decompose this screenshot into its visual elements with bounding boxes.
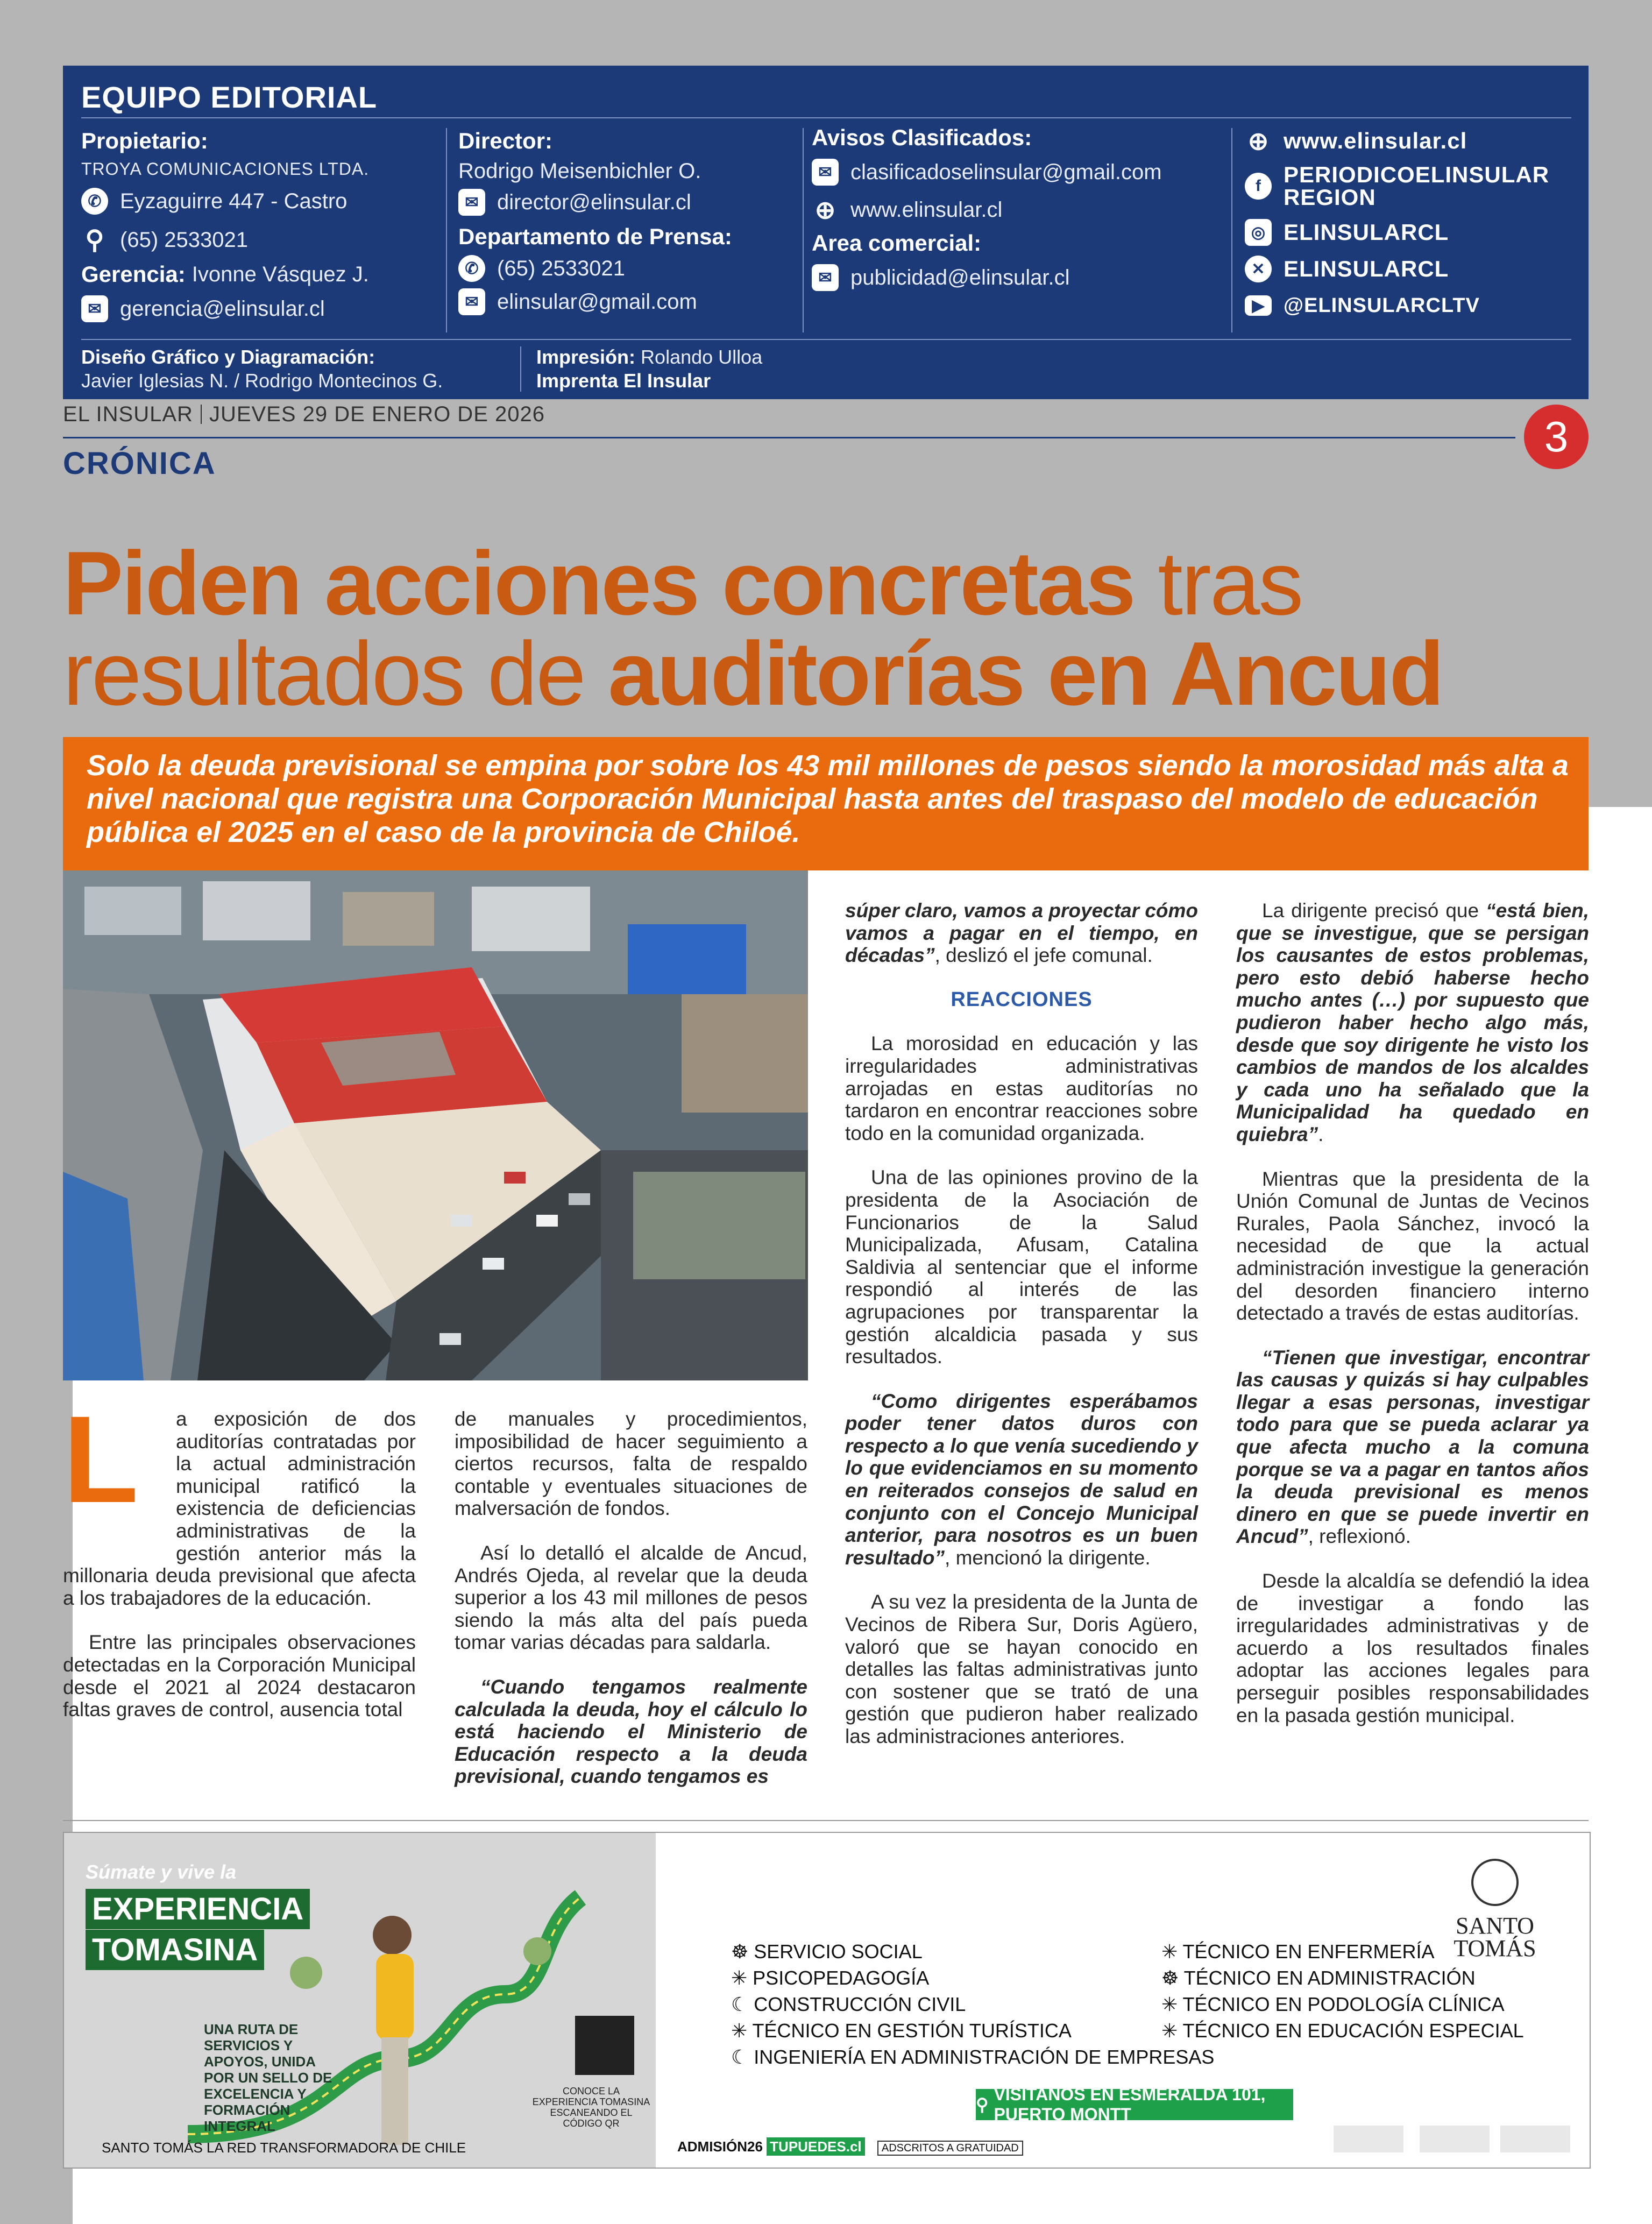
ad-network-text: SANTO TOMÁS LA RED TRANSFORMADORA DE CHILE bbox=[102, 2140, 466, 2156]
seal-icon bbox=[1471, 1859, 1519, 1906]
web-row bbox=[1245, 124, 1585, 158]
director-email[interactable]: director@elinsular.cl bbox=[497, 190, 691, 214]
classifieds-email-row bbox=[812, 153, 1162, 192]
owner-column bbox=[81, 126, 369, 328]
facebook-icon: f bbox=[1245, 173, 1272, 200]
editorial-team-box bbox=[63, 66, 1589, 399]
phone-text: (65) 2533021 bbox=[120, 228, 248, 252]
accreditation-logo bbox=[1500, 2126, 1570, 2152]
management-line bbox=[81, 259, 369, 289]
x-icon: ✕ bbox=[1245, 256, 1272, 282]
facebook-row bbox=[1245, 158, 1585, 214]
footer-rule bbox=[81, 339, 1571, 340]
deck-box bbox=[63, 737, 1589, 870]
mail-icon: ✉ bbox=[458, 288, 485, 315]
facebook-handle[interactable]: PERIODICOELINSULAR REGION bbox=[1284, 162, 1550, 210]
classifieds-label: Avisos Clasificados: bbox=[812, 125, 1032, 150]
mail-icon: ✉ bbox=[812, 264, 839, 291]
page-number: 3 bbox=[1524, 405, 1589, 469]
section-rule bbox=[63, 437, 1515, 438]
program-item: ✳ TÉCNICO EN EDUCACIÓN ESPECIAL bbox=[1161, 2020, 1524, 2042]
press-email[interactable]: elinsular@gmail.com bbox=[497, 290, 697, 314]
design-value: Javier Iglesias N. / Rodrigo Montecinos G. bbox=[81, 370, 443, 392]
paragraph: A su vez la presidenta de la Junta de Vecinos de Ribera Sur, Doris Agüero, valoró que se hayan conocido en detalles las faltas administrativas junto con sostener que se trató de una gestión que pudieron haber realizado las administraciones anteriores. bbox=[845, 1591, 1198, 1747]
article-column-3 bbox=[845, 899, 1198, 1770]
headline-light-1: tras bbox=[1158, 533, 1302, 634]
mail-icon: ✉ bbox=[81, 295, 108, 322]
press-phone: (65) 2533021 bbox=[497, 257, 625, 280]
admission-site[interactable]: TUPUEDES.cl bbox=[767, 2137, 865, 2156]
design-credit bbox=[81, 345, 443, 393]
logo-line-2: TOMÁS bbox=[1454, 1935, 1536, 1961]
program-item: ☾ CONSTRUCCIÓN CIVIL bbox=[731, 1993, 966, 2015]
management-label: Gerencia: bbox=[81, 261, 186, 287]
location-pin-icon: ⚲ bbox=[85, 226, 104, 254]
article-column-2 bbox=[455, 1408, 807, 1810]
lead-text: La dirigente precisó que bbox=[1262, 899, 1486, 922]
director-name: Rodrigo Meisenbichler O. bbox=[458, 159, 701, 183]
quote-paragraph: “Cuando tengamos realmente calculada la deuda, hoy el cálculo lo está haciendo el Ministerio de Educación respecto a la deuda previsional, cuando tengamos es bbox=[455, 1675, 807, 1788]
ad-illustration-panel bbox=[64, 1833, 656, 2168]
x-row bbox=[1245, 251, 1585, 287]
headline-light-2: resultados de bbox=[63, 623, 585, 724]
social-column bbox=[1245, 124, 1585, 324]
phone-icon: ✆ bbox=[81, 188, 108, 215]
paragraph: La morosidad en educación y las irregularidades administrativas arrojadas en estas auditorías no tardaron en encontrar reacciones sobre todo en la comunidad organizada. bbox=[845, 1032, 1198, 1144]
article-column-1 bbox=[63, 1390, 416, 1743]
paragraph: Entre las principales observaciones detectadas en la Corporación Municipal desde el 2021 al 2024 destacaron faltas graves de control, ausencia total bbox=[63, 1631, 416, 1721]
print-label: Impresión: bbox=[536, 346, 636, 368]
quote-text: “Como dirigentes esperábamos poder tener datos duros con respecto a lo que venía sucediendo y lo que evidenciamos en su momento en reiterados consejos de salud en conjunto con el Concejo Municipal anterior, para nosotros es un buen resultado” bbox=[845, 1390, 1198, 1569]
ad-headline-1: EXPERIENCIA bbox=[86, 1889, 310, 1929]
paper-name: EL INSULAR bbox=[63, 402, 193, 426]
program-item: ☾ INGENIERÍA EN ADMINISTRACIÓN DE EMPRESAS bbox=[731, 2046, 1215, 2068]
owner-value: TROYA COMUNICACIONES LTDA. bbox=[81, 159, 370, 179]
program-item: ✳ TÉCNICO EN PODOLOGÍA CLÍNICA bbox=[1161, 1993, 1505, 2015]
program-item: ✳ PSICOPEDAGOGÍA bbox=[731, 1967, 930, 1989]
classifieds-column bbox=[812, 123, 1162, 297]
paragraph: Así lo detalló el alcalde de Ancud, Andrés Ojeda, al revelar que la deuda superior a los 43 mil millones de pesos siendo la más alta del país pueda tomar varias décadas para saldarla. bbox=[455, 1541, 807, 1654]
press-email-row bbox=[458, 285, 732, 318]
dateline bbox=[63, 402, 545, 427]
ad-headline-2: TOMASINA bbox=[86, 1930, 264, 1970]
program-item: ☸ TÉCNICO EN ADMINISTRACIÓN bbox=[1161, 1967, 1476, 1989]
admission-line bbox=[677, 2138, 1023, 2155]
paragraph: Una de las opiniones provino de la presidenta de la Asociación de Funcionarios de la Salud Municipalizada, Afusam, Catalina Saldivia al sentenciar que el informe respondió al interés de las agrupaciones por transparentar la gestión alcaldicia pasada y sus resultados. bbox=[845, 1166, 1198, 1368]
visit-banner bbox=[976, 2085, 1293, 2124]
director-column bbox=[458, 126, 732, 318]
address-row bbox=[81, 182, 369, 221]
logo-line-1: SANTO bbox=[1456, 1913, 1534, 1939]
aerial-photo-ancud bbox=[63, 870, 808, 1380]
youtube-handle[interactable]: @ELINSULARCLTV bbox=[1284, 294, 1480, 317]
quote-text: súper claro, vamos a proyectar cómo vamos a pagar en el tiempo, en décadas” bbox=[845, 899, 1198, 967]
column-divider bbox=[803, 128, 804, 332]
attribution-text: , deslizó el jefe comunal. bbox=[934, 944, 1153, 967]
mail-icon: ✉ bbox=[812, 159, 839, 186]
admission-label: ADMISIÓN26 bbox=[677, 2138, 763, 2155]
issue-date: JUEVES 29 DE ENERO DE 2026 bbox=[209, 402, 545, 426]
headline bbox=[63, 533, 1596, 724]
classifieds-email[interactable]: clasificadoselinsular@gmail.com bbox=[850, 160, 1162, 184]
gratuidad-badge: ADSCRITOS A GRATUIDAD bbox=[877, 2141, 1023, 2156]
program-item: ✳ TÉCNICO EN GESTIÓN TURÍSTICA bbox=[731, 2020, 1072, 2042]
x-handle[interactable]: ELINSULARCL bbox=[1284, 256, 1449, 281]
instagram-row bbox=[1245, 214, 1585, 251]
print-house: Imprenta El Insular bbox=[536, 370, 711, 392]
paragraph: a exposición de dos auditorías contratadas por la actual administración municipal ratificó la existencia de deficiencias administrativas de la gestión anterior más la millonaria deuda previsional que afecta a los trabajadores de la educación. bbox=[63, 1408, 416, 1609]
attribution-text: . bbox=[1318, 1123, 1324, 1145]
location-pin-icon: ⚲ bbox=[976, 2095, 989, 2114]
quote-text: “está bien, que se investigue, que se persigan los causantes de estos problemas, pero esto debió haberse hecho mucho antes (…) por supuesto que pudieron haber hecho algo más, desde que soy dirigente he visto los cambios de mandos de los alcaldes y cada uno ha señalado que la Municipalidad ha quedado en quiebra” bbox=[1236, 899, 1589, 1145]
paragraph: Desde la alcaldía se defendió la idea de investigar a fondo las irregularidades administrativas y de acuerdo a los resultados finales adoptar las acciones legales para perseguir posibles responsabilidades en la pasada gestión municipal. bbox=[1236, 1570, 1589, 1726]
column-divider bbox=[446, 128, 447, 332]
paragraph bbox=[845, 899, 1198, 967]
santo-tomas-logo bbox=[1441, 1859, 1549, 1960]
headline-bold-1: Piden acciones concretas bbox=[63, 533, 1135, 634]
ad-tagline: Súmate y vive la bbox=[86, 1861, 237, 1883]
owner-label: Propietario: bbox=[81, 128, 208, 153]
commercial-email-row bbox=[812, 258, 1162, 297]
section-title: CRÓNICA bbox=[63, 446, 216, 481]
quote-text: “Tienen que investigar, encontrar las causas y quizás si hay culpables llegar a esas personas, investigar todo para que se pueda aclarar ya que afecta mucho a la comuna porque se va a pagar en tantos años la deuda previsional es menos dinero en que se puede invertir en Ancud” bbox=[1236, 1346, 1589, 1548]
youtube-icon: ▶ bbox=[1245, 295, 1272, 316]
visit-text: VISÍTANOS EN ESMERALDA 101, PUERTO MONTT bbox=[994, 2085, 1266, 2124]
commercial-label: Area comercial: bbox=[812, 230, 982, 256]
article-end-rule bbox=[63, 1820, 1589, 1821]
editorial-team-title: EQUIPO EDITORIAL bbox=[81, 80, 378, 114]
ad-route-text: UNA RUTA DE SERVICIOS Y APOYOS, UNIDA POR UN SELLO DE EXCELENCIA Y FORMACIÓN INTEGRAL bbox=[204, 2021, 332, 2134]
attribution-text: , reflexionó. bbox=[1308, 1525, 1411, 1548]
press-phone-row bbox=[458, 252, 732, 285]
globe-icon: ⊕ bbox=[814, 196, 836, 224]
dateline-separator bbox=[201, 405, 202, 424]
qr-caption: CONOCE LA EXPERIENCIA TOMASINA ESCANEANDO EL CÓDIGO QR bbox=[532, 2086, 650, 2129]
qr-code[interactable] bbox=[575, 2016, 634, 2075]
management-email-row bbox=[81, 289, 369, 328]
design-label: Diseño Gráfico y Diagramación: bbox=[81, 346, 375, 368]
header-rule bbox=[81, 117, 1571, 118]
commercial-email[interactable]: publicidad@elinsular.cl bbox=[850, 266, 1070, 289]
program-item: ✳ TÉCNICO EN ENFERMERÍA bbox=[1161, 1940, 1435, 1963]
director-email-row bbox=[458, 186, 732, 218]
article-column-4 bbox=[1236, 899, 1589, 1748]
web-link[interactable]: www.elinsular.cl bbox=[1284, 128, 1467, 153]
footer-divider bbox=[520, 346, 521, 392]
accreditation-logo bbox=[1334, 2126, 1403, 2152]
instagram-icon: ◎ bbox=[1245, 219, 1272, 246]
paragraph bbox=[1236, 1347, 1589, 1548]
phone-icon: ✆ bbox=[458, 255, 485, 282]
youtube-row bbox=[1245, 287, 1585, 324]
management-value: Ivonne Vásquez J. bbox=[192, 263, 369, 286]
paragraph: Mientras que la presidenta de la Unión Comunal de Juntas de Vecinos Rurales, Paola Sánchez, invocó la necesidad de que la actual administración investigue la generación del desorden financiero interno detectado a través de estas auditorías. bbox=[1236, 1167, 1589, 1325]
drop-cap: L bbox=[63, 1390, 139, 1528]
subhead-reacciones: REACCIONES bbox=[951, 988, 1093, 1011]
instagram-handle[interactable]: ELINSULARCL bbox=[1284, 219, 1449, 245]
mail-icon: ✉ bbox=[458, 189, 485, 216]
print-value: Rolando Ulloa bbox=[641, 346, 763, 368]
director-label: Director: bbox=[458, 128, 553, 153]
press-label: Departamento de Prensa: bbox=[458, 224, 732, 249]
programs-list-left bbox=[731, 1938, 1214, 2070]
accreditation-logo bbox=[1420, 2126, 1490, 2152]
management-email[interactable]: gerencia@elinsular.cl bbox=[120, 297, 325, 321]
paragraph: de manuales y procedimientos, imposibilidad de hacer seguimiento a ciertos recursos, falta de respaldo contable y eventuales situaciones de malversación de fondos. bbox=[455, 1408, 807, 1520]
globe-icon: ⊕ bbox=[1247, 127, 1269, 155]
classifieds-web-row bbox=[812, 192, 1162, 228]
classifieds-web[interactable]: www.elinsular.cl bbox=[850, 198, 1003, 222]
paragraph bbox=[1236, 899, 1589, 1146]
address-text: Eyzaguirre 447 - Castro bbox=[120, 189, 348, 213]
program-item: ☸ SERVICIO SOCIAL bbox=[731, 1940, 923, 1963]
phone-row bbox=[81, 221, 369, 259]
santo-tomas-advertisement[interactable] bbox=[63, 1832, 1591, 2169]
deck-text: Solo la deuda previsional se empina por sobre los 43 mil millones de pesos siendo la morosidad más alta a nivel nacional que registra una Corporación Municipal hasta antes del traspaso del modelo de educación pública el 2025 en el caso de la provincia de Chiloé. bbox=[87, 749, 1569, 848]
print-credit bbox=[536, 345, 762, 393]
paragraph bbox=[845, 1390, 1198, 1569]
column-divider bbox=[1231, 128, 1232, 332]
headline-bold-2: auditorías en Ancud bbox=[608, 623, 1443, 724]
attribution-text: , mencionó la dirigente. bbox=[945, 1546, 1151, 1569]
